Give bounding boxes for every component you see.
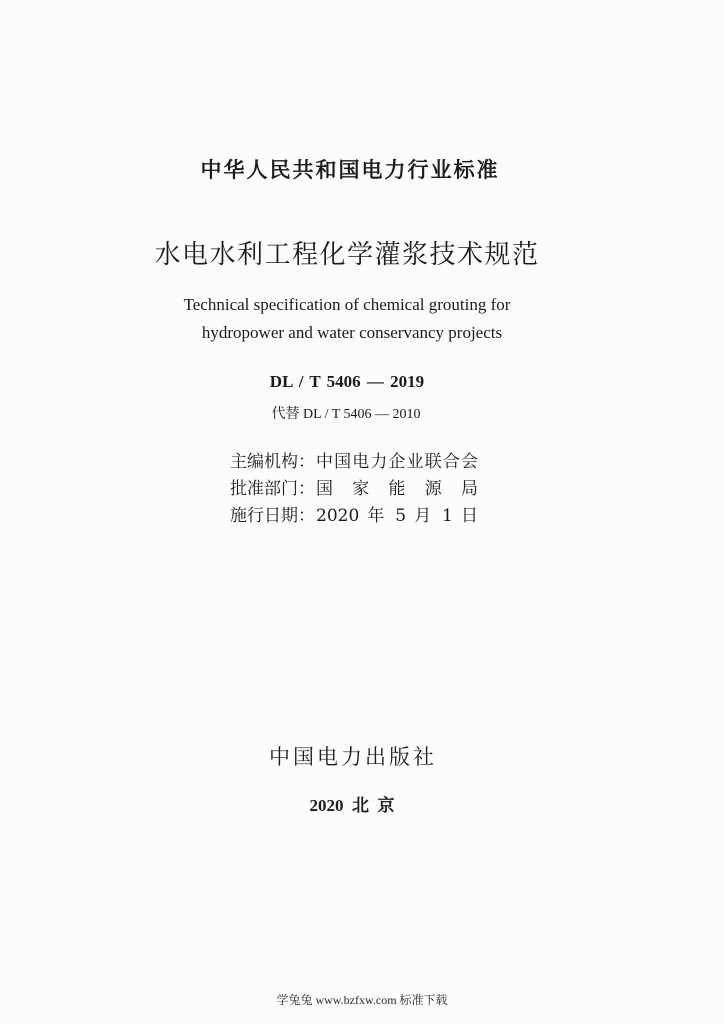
standard-number: DL / T 5406 — 2019 [269,372,425,391]
info-value: 2020 年 5 月 1 日 [316,506,478,526]
standard-category: 中华人民共和国电力行业标准 [200,158,500,182]
replaced-standard: 代替 DL / T 5406 — 2010 [271,407,421,422]
info-label: 主编机构： [230,452,315,472]
standard-info-block [230,451,490,532]
info-label: 批准部门： [230,479,315,499]
info-value: 国 家 能 源 局 [316,479,478,499]
info-row-approver [230,478,490,505]
document-title-english-line-2: hydropower and water conservancy projects [201,323,503,342]
download-watermark: 学兔兔 www.bzfxw.com 标准下载 [276,993,448,1007]
info-label: 施行日期： [230,506,315,526]
info-value: 中国电力企业联合会 [316,452,478,472]
publisher-name: 中国电力出版社 [269,745,437,769]
publication-year-place: 2020 北 京 [309,796,395,815]
document-title-english-line-1: Technical specification of chemical grouting for [183,295,511,314]
document-title-chinese: 水电水利工程化学灌浆技术规范 [154,240,540,270]
info-row-editor [230,451,490,478]
info-row-effective-date [230,505,490,532]
